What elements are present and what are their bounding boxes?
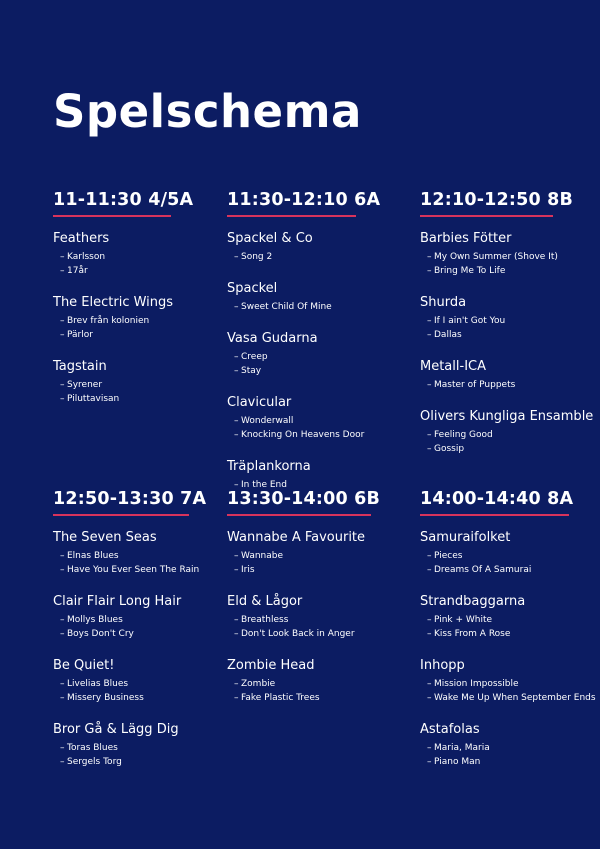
song-item: – Piano Man (420, 755, 600, 769)
song-item: – Bring Me To Life (420, 264, 600, 278)
slot-underline (227, 514, 371, 516)
song-list (227, 300, 407, 314)
song-list (227, 613, 407, 641)
band-entry (227, 395, 407, 442)
song-item: – Missery Business (53, 691, 233, 705)
song-item: – Dreams Of A Samurai (420, 563, 600, 577)
slot-time-header: 13:30-14:00 6B (227, 489, 381, 509)
band-name: Zombie Head (227, 658, 315, 673)
band-entry (227, 331, 407, 378)
band-entry (227, 530, 407, 577)
song-item: – Maria, Maria (420, 741, 600, 755)
song-list (53, 613, 233, 641)
band-name: Träplankorna (227, 459, 311, 474)
song-item: – Fake Plastic Trees (227, 691, 407, 705)
song-item: – Iris (227, 563, 407, 577)
band-entry (420, 594, 600, 641)
song-item: – Stay (227, 364, 407, 378)
song-list (53, 677, 233, 705)
song-item: – Sergels Torg (53, 755, 233, 769)
slot-underline (420, 215, 553, 217)
slot-underline (420, 514, 569, 516)
song-list (420, 613, 600, 641)
song-list (420, 677, 600, 705)
time-slot (53, 189, 233, 406)
band-name: Bror Gå & Lägg Dig (53, 722, 179, 737)
song-list (227, 549, 407, 577)
band-name: Olivers Kungliga Ensamble (420, 409, 594, 424)
band-entry (53, 359, 233, 406)
band-name: Barbies Fötter (420, 231, 512, 246)
time-slot (420, 488, 600, 769)
song-item: – Karlsson (53, 250, 233, 264)
song-list (227, 250, 407, 264)
band-entry (227, 231, 407, 264)
song-item: – Wonderwall (227, 414, 407, 428)
slot-time-header: 14:00-14:40 8A (420, 489, 574, 509)
song-list (227, 414, 407, 442)
song-list (227, 677, 407, 705)
band-entry (420, 530, 600, 577)
song-list (53, 314, 233, 342)
band-name: Strandbaggarna (420, 594, 526, 609)
song-item: – Piluttavisan (53, 392, 233, 406)
band-name: Feathers (53, 231, 110, 246)
band-entry (227, 594, 407, 641)
band-entry (227, 658, 407, 705)
song-list (420, 741, 600, 769)
band-entry (420, 409, 600, 456)
band-name: Samuraifolket (420, 530, 511, 545)
song-item: – Pärlor (53, 328, 233, 342)
song-list (420, 428, 600, 456)
band-entry (53, 658, 233, 705)
time-slot (420, 189, 600, 456)
band-name: Shurda (420, 295, 467, 310)
band-name: Vasa Gudarna (227, 331, 318, 346)
band-name: The Seven Seas (53, 530, 157, 545)
song-item: – In the End (227, 478, 407, 492)
song-list (53, 250, 233, 278)
band-name: Spackel & Co (227, 231, 313, 246)
slot-underline (53, 215, 171, 217)
band-name: Metall-ICA (420, 359, 486, 374)
song-item: – Wannabe (227, 549, 407, 563)
band-entry (53, 231, 233, 278)
band-entry (227, 281, 407, 314)
time-slot (227, 189, 407, 492)
song-list (227, 350, 407, 378)
song-item: – Dallas (420, 328, 600, 342)
song-item: – Sweet Child Of Mine (227, 300, 407, 314)
song-item: – Brev från kolonien (53, 314, 233, 328)
band-name: Astafolas (420, 722, 480, 737)
band-entry (420, 295, 600, 342)
band-name: Inhopp (420, 658, 465, 673)
song-item: – Song 2 (227, 250, 407, 264)
song-item: – Feeling Good (420, 428, 600, 442)
song-item: – Don't Look Back in Anger (227, 627, 407, 641)
band-name: Clavicular (227, 395, 292, 410)
band-name: Eld & Lågor (227, 594, 303, 609)
slot-underline (53, 514, 189, 516)
band-entry (53, 594, 233, 641)
song-item: – Boys Don't Cry (53, 627, 233, 641)
song-item: – Kiss From A Rose (420, 627, 600, 641)
band-entry (53, 295, 233, 342)
page-title: Spelschema (53, 85, 362, 138)
song-list (53, 741, 233, 769)
song-item: – Pieces (420, 549, 600, 563)
song-list (420, 549, 600, 577)
band-name: Clair Flair Long Hair (53, 594, 182, 609)
song-list (53, 378, 233, 406)
band-name: Tagstain (53, 359, 107, 374)
song-item: – Creep (227, 350, 407, 364)
song-list (420, 378, 600, 392)
song-item: – My Own Summer (Shove It) (420, 250, 600, 264)
song-item: – If I ain't Got You (420, 314, 600, 328)
song-item: – Syrener (53, 378, 233, 392)
song-item: – Master of Puppets (420, 378, 600, 392)
song-item: – Livelias Blues (53, 677, 233, 691)
song-item: – Pink + White (420, 613, 600, 627)
time-slot (53, 488, 233, 769)
band-entry (420, 359, 600, 392)
band-entry (53, 530, 233, 577)
band-name: Be Quiet! (53, 658, 115, 673)
song-item: – Zombie (227, 677, 407, 691)
band-entry (420, 231, 600, 278)
song-item: – Wake Me Up When September Ends (420, 691, 600, 705)
slot-time-header: 12:50-13:30 7A (53, 489, 207, 509)
song-item: – Toras Blues (53, 741, 233, 755)
song-item: – Have You Ever Seen The Rain (53, 563, 233, 577)
song-item: – Breathless (227, 613, 407, 627)
time-slot (227, 488, 407, 705)
song-item: – 17år (53, 264, 233, 278)
song-item: – Mollys Blues (53, 613, 233, 627)
song-item: – Knocking On Heavens Door (227, 428, 407, 442)
slot-underline (227, 215, 356, 217)
song-list (420, 250, 600, 278)
song-list (53, 549, 233, 577)
song-item: – Mission Impossible (420, 677, 600, 691)
band-entry (53, 722, 233, 769)
slot-time-header: 11-11:30 4/5A (53, 190, 194, 210)
band-entry (420, 658, 600, 705)
band-name: Spackel (227, 281, 278, 296)
slot-time-header: 11:30-12:10 6A (227, 190, 381, 210)
song-list (420, 314, 600, 342)
slot-time-header: 12:10-12:50 8B (420, 190, 574, 210)
song-item: – Gossip (420, 442, 600, 456)
band-name: Wannabe A Favourite (227, 530, 366, 545)
band-name: The Electric Wings (53, 295, 174, 310)
song-item: – Elnas Blues (53, 549, 233, 563)
band-entry (420, 722, 600, 769)
